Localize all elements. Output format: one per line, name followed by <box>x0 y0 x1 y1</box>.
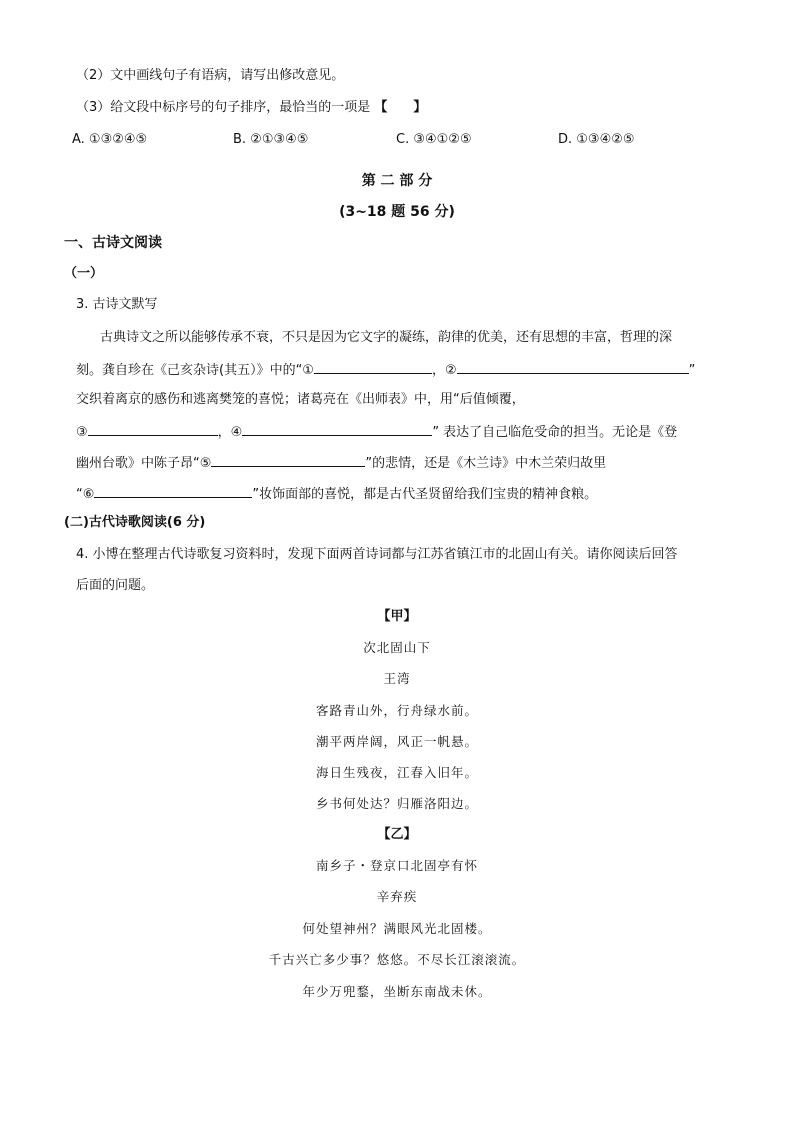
paragraph-line-5 <box>76 452 606 473</box>
paragraph-line-6-end: ”妆饰面部的喜悦，都是古代圣贤留给我们宝贵的精神食粮。 <box>252 487 598 502</box>
paragraph-line-2 <box>76 359 695 380</box>
subsection-one: （一） <box>64 266 104 281</box>
poem-b-line-2: 千古兴亡多少事？悠悠。不尽长江滚滚流。 <box>268 952 526 967</box>
poem-b-line-1: 何处望神州？满眼风光北固楼。 <box>302 921 492 936</box>
paragraph-line-2-end: ” <box>688 363 696 378</box>
blank-5[interactable] <box>211 452 365 467</box>
option-a: A. ①③②④⑤ <box>72 132 148 147</box>
question-3-title: 3. 古诗文默写 <box>76 297 158 312</box>
poem-a-title: 次北固山下 <box>363 640 431 655</box>
poem-b-author: 辛弃疾 <box>376 889 418 904</box>
part-two-title: 第 二 部 分 <box>361 173 433 189</box>
question-3-prev <box>76 99 426 117</box>
poem-a-line-2: 潮平两岸阔，风正一帆悬。 <box>315 734 478 749</box>
poem-a-label: 【甲】 <box>377 609 417 624</box>
paragraph-line-4-end: ” 表达了自己临危受命的担当。无论是《登 <box>432 425 678 440</box>
poem-a-line-4: 乡书何处达？归雁洛阳边。 <box>315 796 478 811</box>
blank-3-label: ③ <box>76 425 88 440</box>
question-4-line-2: 后面的问题。 <box>76 578 155 593</box>
answer-bracket: 【 】 <box>374 100 427 115</box>
poem-a-line-3: 海日生残夜，江春入旧年。 <box>315 765 478 780</box>
paragraph-line-4 <box>76 421 677 442</box>
blank-6-label: “⑥ <box>76 487 95 502</box>
question-2-prev: （2）文中画线句子有语病，请写出修改意见。 <box>76 68 345 83</box>
blank-2[interactable] <box>457 359 689 374</box>
blank-4-label: ，④ <box>217 425 243 440</box>
question-3-prev-text: （3）给文段中标序号的句子排序，最恰当的一项是 <box>76 100 371 115</box>
paragraph-line-2-sep: ，② <box>431 363 457 378</box>
paragraph-line-5-end: ”的悲情，还是《木兰诗》中木兰荣归故里 <box>365 456 607 471</box>
section-heading-classical: 一、古诗文阅读 <box>64 235 162 251</box>
poem-a-line-1: 客路青山外，行舟绿水前。 <box>315 703 478 718</box>
poem-b-label: 【乙】 <box>377 827 417 842</box>
paragraph-line-5-text: 幽州台歌》中陈子昂“⑤ <box>76 456 212 471</box>
paragraph-line-6 <box>76 483 597 504</box>
option-c: C. ③④①②⑤ <box>396 132 472 147</box>
blank-3[interactable] <box>88 421 218 436</box>
poem-b-line-3: 年少万兜鍪，坐断东南战未休。 <box>302 984 492 999</box>
option-b: B. ②①③④⑤ <box>233 132 309 147</box>
blank-4[interactable] <box>242 421 432 436</box>
part-two-subtitle: (3~18 题 56 分) <box>339 204 455 220</box>
blank-1[interactable] <box>314 359 432 374</box>
poem-b-title: 南乡子・登京口北固亭有怀 <box>315 858 478 873</box>
paragraph-line-3: 交织着离京的感伤和逃离樊笼的喜悦；诸葛亮在《出师表》中，用“后值倾覆， <box>76 392 525 407</box>
paragraph-line-1: 古典诗文之所以能够传承不衰，不只是因为它文字的凝练，韵律的优美，还有思想的丰富，哲理的深 <box>100 330 673 345</box>
option-d: D. ①③④②⑤ <box>558 132 635 147</box>
poem-a-author: 王湾 <box>383 671 411 686</box>
blank-6[interactable] <box>94 483 252 498</box>
question-4-line-1: 4. 小博在整理古代诗歌复习资料时，发现下面两首诗词都与江苏省镇江市的北固山有关。请你阅读后回答 <box>76 547 678 562</box>
paragraph-line-2-text: 刻。龚自珍在《己亥杂诗(其五）》中的“① <box>76 363 314 378</box>
subsection-two: (二)古代诗歌阅读(6 分) <box>64 515 206 530</box>
